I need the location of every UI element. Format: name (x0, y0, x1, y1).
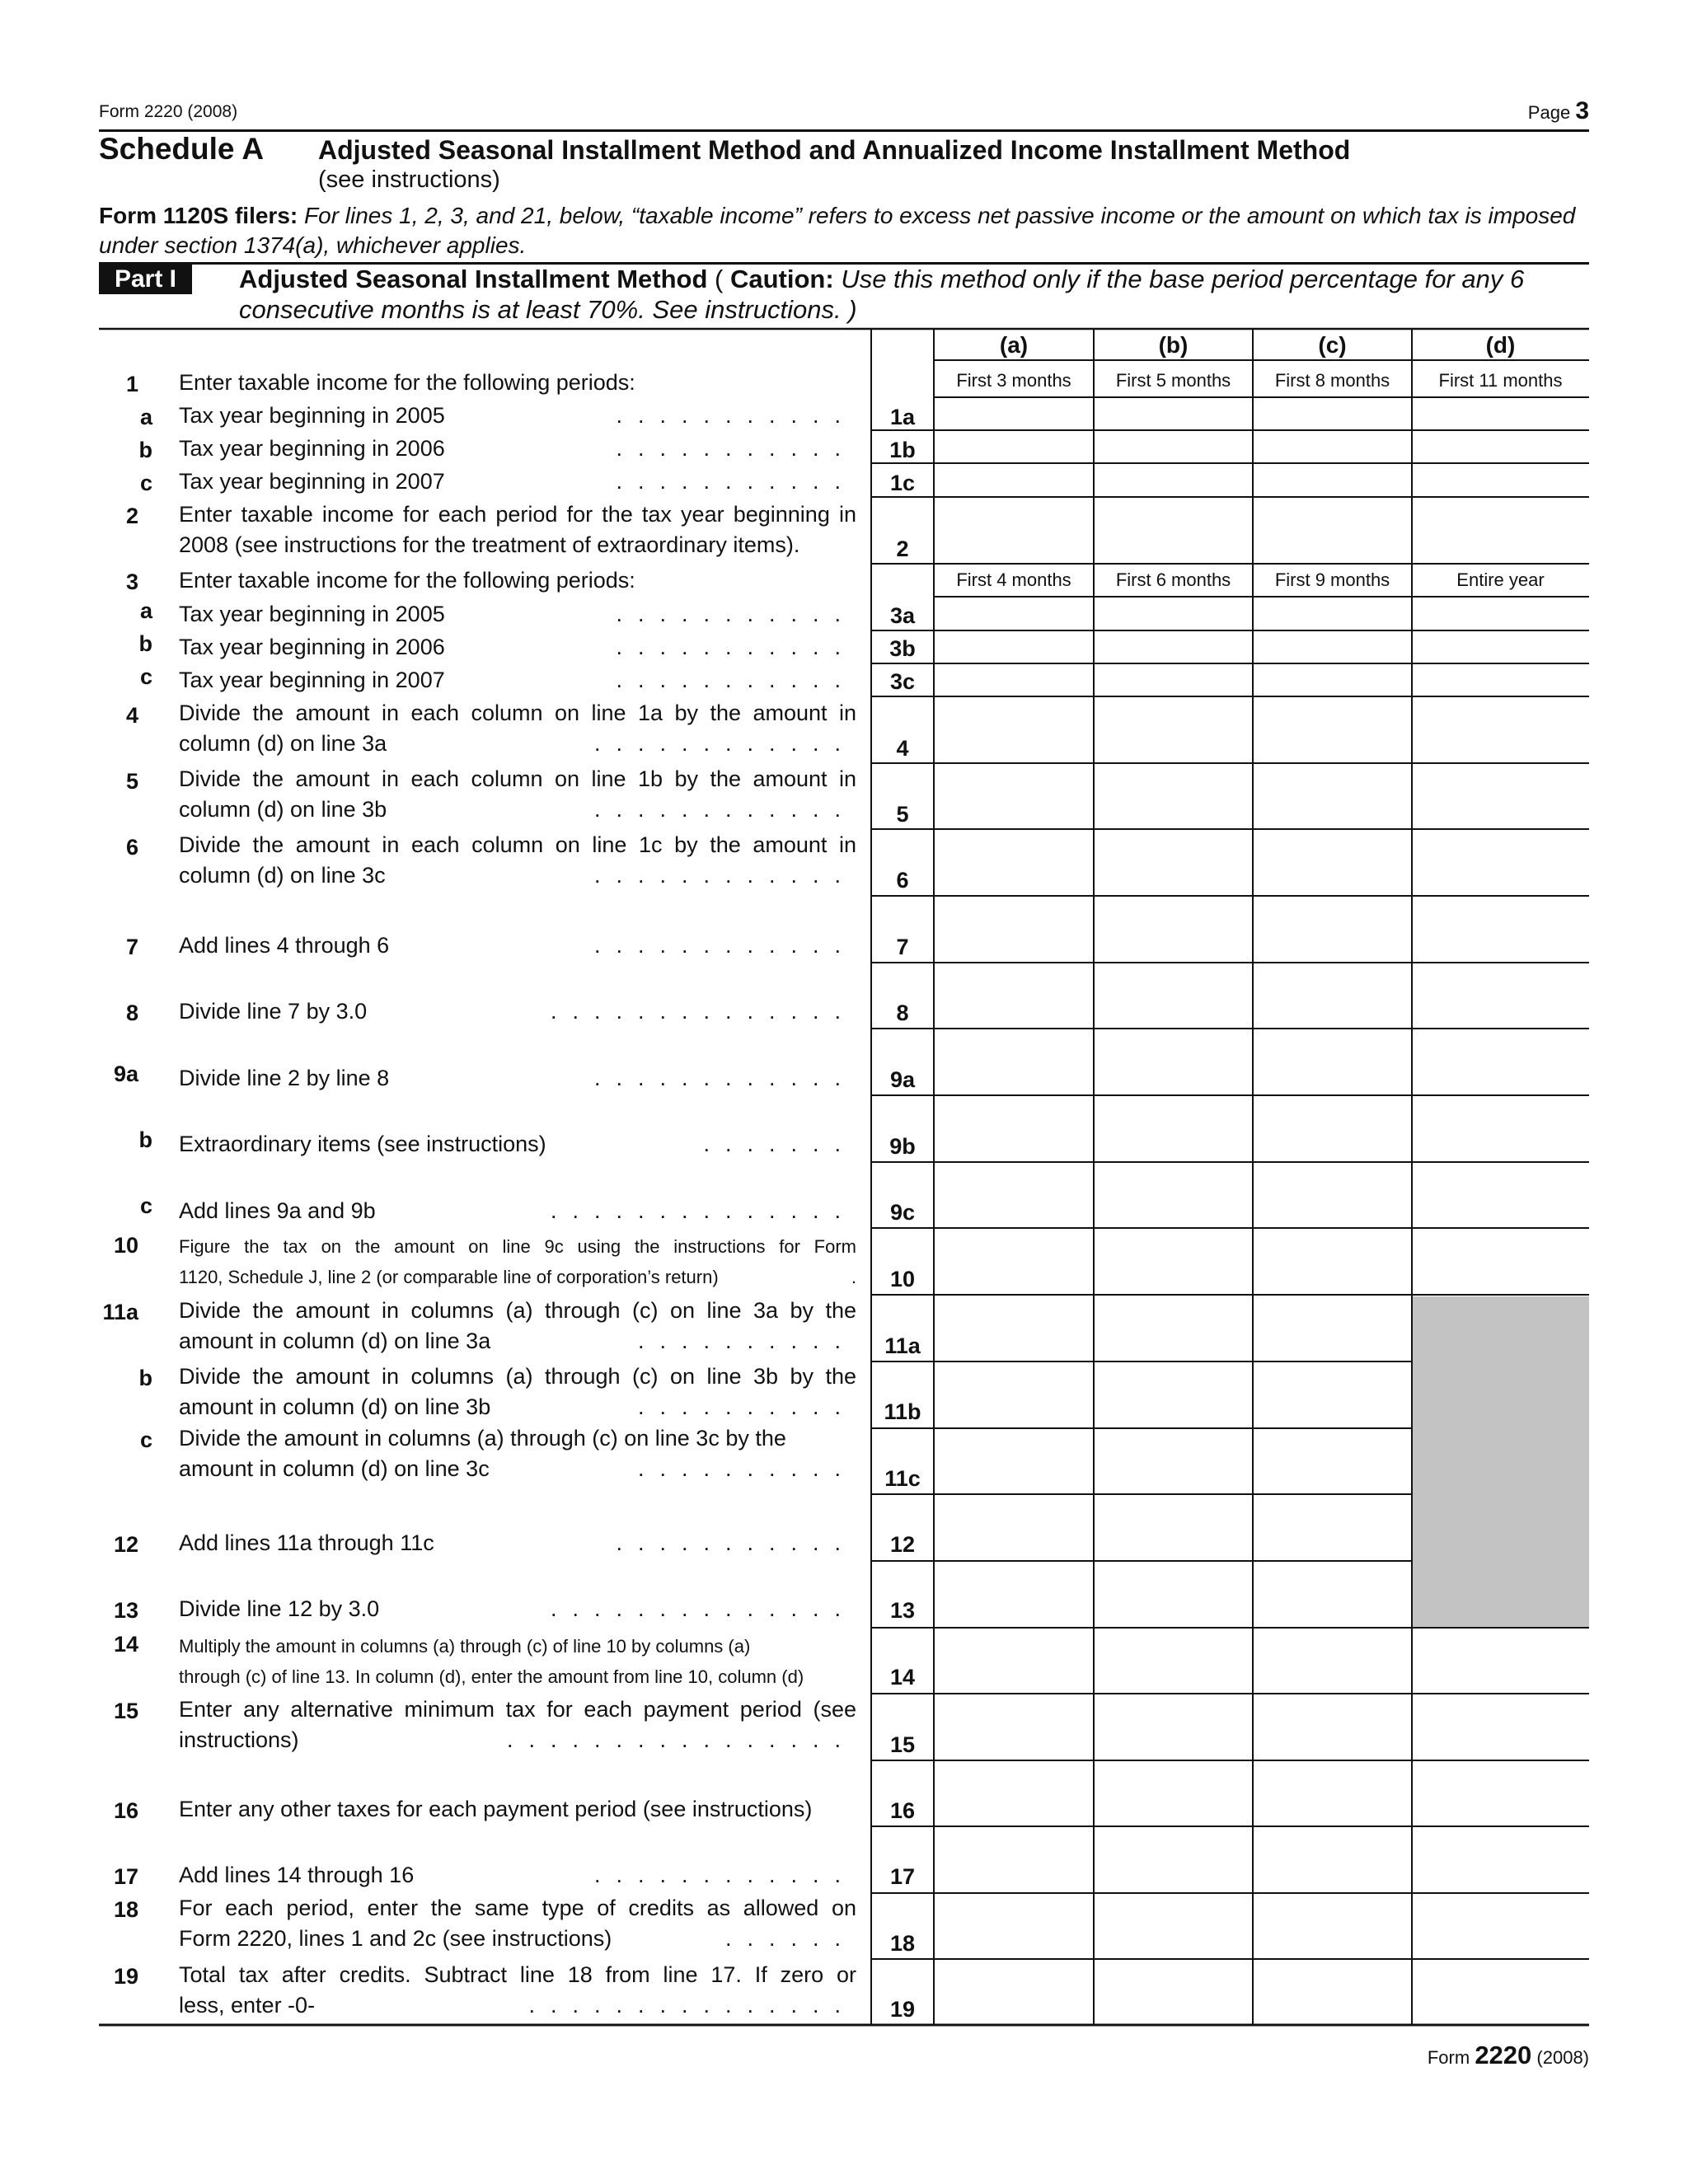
line-number: 6 (125, 835, 138, 860)
line-ref: 11a (884, 1333, 921, 1358)
line-ref: 11c (884, 1466, 921, 1491)
line-7-text: Add lines 4 through 6 ............ (179, 933, 856, 958)
line-ref: 2 (896, 537, 909, 561)
line-2-text: Enter taxable income for each period for the tax year beginning in 2008 (see instructions for the treatment of extraordinary items). (179, 502, 856, 557)
line-number: 9a (113, 1062, 138, 1086)
line-ref: 4 (896, 736, 909, 761)
col-head-a: (a) (999, 332, 1029, 358)
line-number: c (139, 1427, 152, 1452)
shaded-col-d (1412, 1296, 1589, 1628)
line-ref: 9c (889, 1200, 916, 1225)
line-ref: 3c (889, 669, 916, 694)
line-number: 18 (113, 1897, 138, 1922)
line-ref: 3b (889, 636, 916, 661)
line-ref: 10 (889, 1267, 916, 1291)
page-number: Page 3 (1527, 97, 1589, 124)
line-11c-text: Divide the amount in columns (a) through (c) on line 3c by the amount in column (d) on line 3c .......... (179, 1426, 856, 1481)
line-14-text: Multiply the amount in columns (a) through (c) of line 10 by columns (a) through (c) of line 13. In column (d), enter the amount from line 10, column (d) (179, 1636, 804, 1687)
filers-note: Form 1120S filers: For lines 1, 2, 3, and 21, below, “taxable income” refers to excess net passive income or the amount on which tax is imposed under section 1374(a), whichever applies. (99, 203, 1576, 258)
line-number: b (138, 438, 152, 462)
line-18-text: For each period, enter the same type of credits as allowed on Form 2220, lines 1 and 2c (see instructions) ...... (179, 1896, 856, 1951)
line-13-text: Divide line 12 by 3.0 .............. (179, 1596, 856, 1621)
line-number: 14 (113, 1632, 138, 1657)
line-8-text: Divide line 7 by 3.0 .............. (179, 999, 856, 1024)
schedule-subtitle: (see instructions) (318, 166, 500, 193)
period-1-c: First 8 months (1274, 370, 1390, 391)
line-3c-text: Tax year beginning in 2007 ........... (179, 668, 856, 692)
line-number: 4 (125, 703, 138, 728)
line-number: b (138, 1127, 152, 1152)
line-1b-text: Tax year beginning in 2006 ........... (179, 436, 856, 461)
line-3a-text: Tax year beginning in 2005 ........... (179, 602, 856, 626)
line-ref: 1a (889, 405, 916, 429)
line-number: c (139, 471, 152, 495)
line-11b-text: Divide the amount in columns (a) through (c) on line 3b by the amount in column (d) on line 3b .......... (179, 1364, 856, 1419)
line-ref: 15 (889, 1732, 916, 1757)
line-5-text: Divide the amount in each column on line 1b by the amount in column (d) on line 3b ............ (179, 766, 856, 822)
line-number: 16 (113, 1798, 138, 1823)
period-1-b: First 5 months (1115, 370, 1231, 391)
line-ref: 1b (889, 438, 916, 462)
line-number: c (139, 664, 152, 689)
line-number: b (138, 631, 152, 656)
line-3b-text: Tax year beginning in 2006 ........... (179, 635, 856, 659)
line-16-text: Enter any other taxes for each payment period (see instructions) (179, 1797, 813, 1821)
line-ref: 3a (889, 603, 916, 628)
line-ref: 17 (889, 1864, 916, 1889)
line-number: b (138, 1366, 152, 1390)
col-head-b: (b) (1158, 332, 1189, 358)
line-ref: 16 (889, 1798, 916, 1823)
line-number: 1 (125, 372, 138, 396)
line-ref: 6 (896, 868, 909, 893)
line-number: 12 (113, 1532, 138, 1557)
line-ref: 19 (889, 1997, 916, 2022)
line-number: 10 (113, 1233, 138, 1258)
line-9b-text: Extraordinary items (see instructions) ....... (179, 1132, 856, 1156)
form-year-header: Form 2220 (2008) (99, 102, 238, 121)
line-number: 7 (125, 935, 138, 959)
line-number: 8 (125, 1001, 138, 1025)
line-number: c (139, 1193, 152, 1218)
period-3-a: First 4 months (956, 569, 1071, 590)
line-ref: 8 (896, 1001, 909, 1025)
line-1c-text: Tax year beginning in 2007 ........... (179, 469, 856, 494)
line-ref: 9b (889, 1134, 916, 1159)
line-number: 15 (113, 1699, 138, 1723)
line-15-text: Enter any alternative minimum tax for each payment period (see instructions) ................ (179, 1697, 856, 1752)
line-number: 19 (113, 1964, 138, 1989)
line-ref: 5 (896, 802, 909, 827)
line-number: a (139, 598, 152, 623)
line-ref: 18 (889, 1931, 916, 1956)
line-11a-text: Divide the amount in columns (a) through (c) on line 3a by the amount in column (d) on line 3a .......... (179, 1298, 856, 1353)
line-10-text: Figure the tax on the amount on line 9c using the instructions for Form 1120, Schedule J, line 2 (or comparable line of corporation’s return) . (179, 1236, 856, 1287)
line-number: 11a (102, 1300, 138, 1324)
line-ref: 13 (889, 1598, 916, 1623)
line-ref: 7 (896, 935, 909, 959)
col-head-c: (c) (1318, 332, 1347, 358)
line-12-text: Add lines 11a through 11c ........... (179, 1530, 856, 1555)
row-rules (871, 360, 1589, 1959)
col-head-d: (d) (1485, 332, 1516, 358)
line-number: a (139, 405, 152, 429)
line-number: 2 (125, 504, 138, 528)
line-ref: 11b (884, 1399, 921, 1424)
period-3-b: First 6 months (1115, 569, 1231, 590)
line-4-text: Divide the amount in each column on line 1a by the amount in column (d) on line 3a ............ (179, 701, 856, 756)
part-badge: Part I (99, 265, 192, 294)
line-1a-text: Tax year beginning in 2005 ........... (179, 403, 856, 428)
line-number: 17 (113, 1864, 138, 1889)
period-1-a: First 3 months (956, 370, 1071, 391)
line-1-text: Enter taxable income for the following periods: (179, 370, 635, 395)
line-number: 3 (125, 569, 138, 594)
line-9c-text: Add lines 9a and 9b .............. (179, 1198, 856, 1223)
schedule-label: Schedule A (99, 132, 265, 166)
line-17-text: Add lines 14 through 16 ............ (179, 1863, 856, 1887)
line-number: 13 (113, 1598, 138, 1623)
line-ref: 14 (889, 1665, 916, 1690)
line-ref: 1c (889, 471, 916, 495)
line-6-text: Divide the amount in each column on line 1c by the amount in column (d) on line 3c ............ (179, 832, 856, 888)
line-ref: 12 (889, 1532, 916, 1557)
line-number: 5 (125, 769, 138, 794)
period-3-d: Entire year (1456, 569, 1545, 590)
line-3-text: Enter taxable income for the following periods: (179, 568, 635, 593)
line-ref: 9a (889, 1067, 916, 1092)
period-1-d: First 11 months (1438, 370, 1563, 391)
line-9a-text: Divide line 2 by line 8 ............ (179, 1066, 856, 1090)
schedule-title: Adjusted Seasonal Installment Method and Annualized Income Installment Method (318, 135, 1351, 165)
part-title: Adjusted Seasonal Installment Method ( Caution: Use this method only if the base period percentage for any 6 consecutive months is at least 70%. See instructions. ) (239, 265, 1525, 324)
period-3-c: First 9 months (1274, 569, 1390, 590)
form-footer: Form 2220 (2008) (1427, 2041, 1589, 2069)
line-19-text: Total tax after credits. Subtract line 18 from line 17. If zero or less, enter -0- ............... (179, 1962, 856, 2018)
